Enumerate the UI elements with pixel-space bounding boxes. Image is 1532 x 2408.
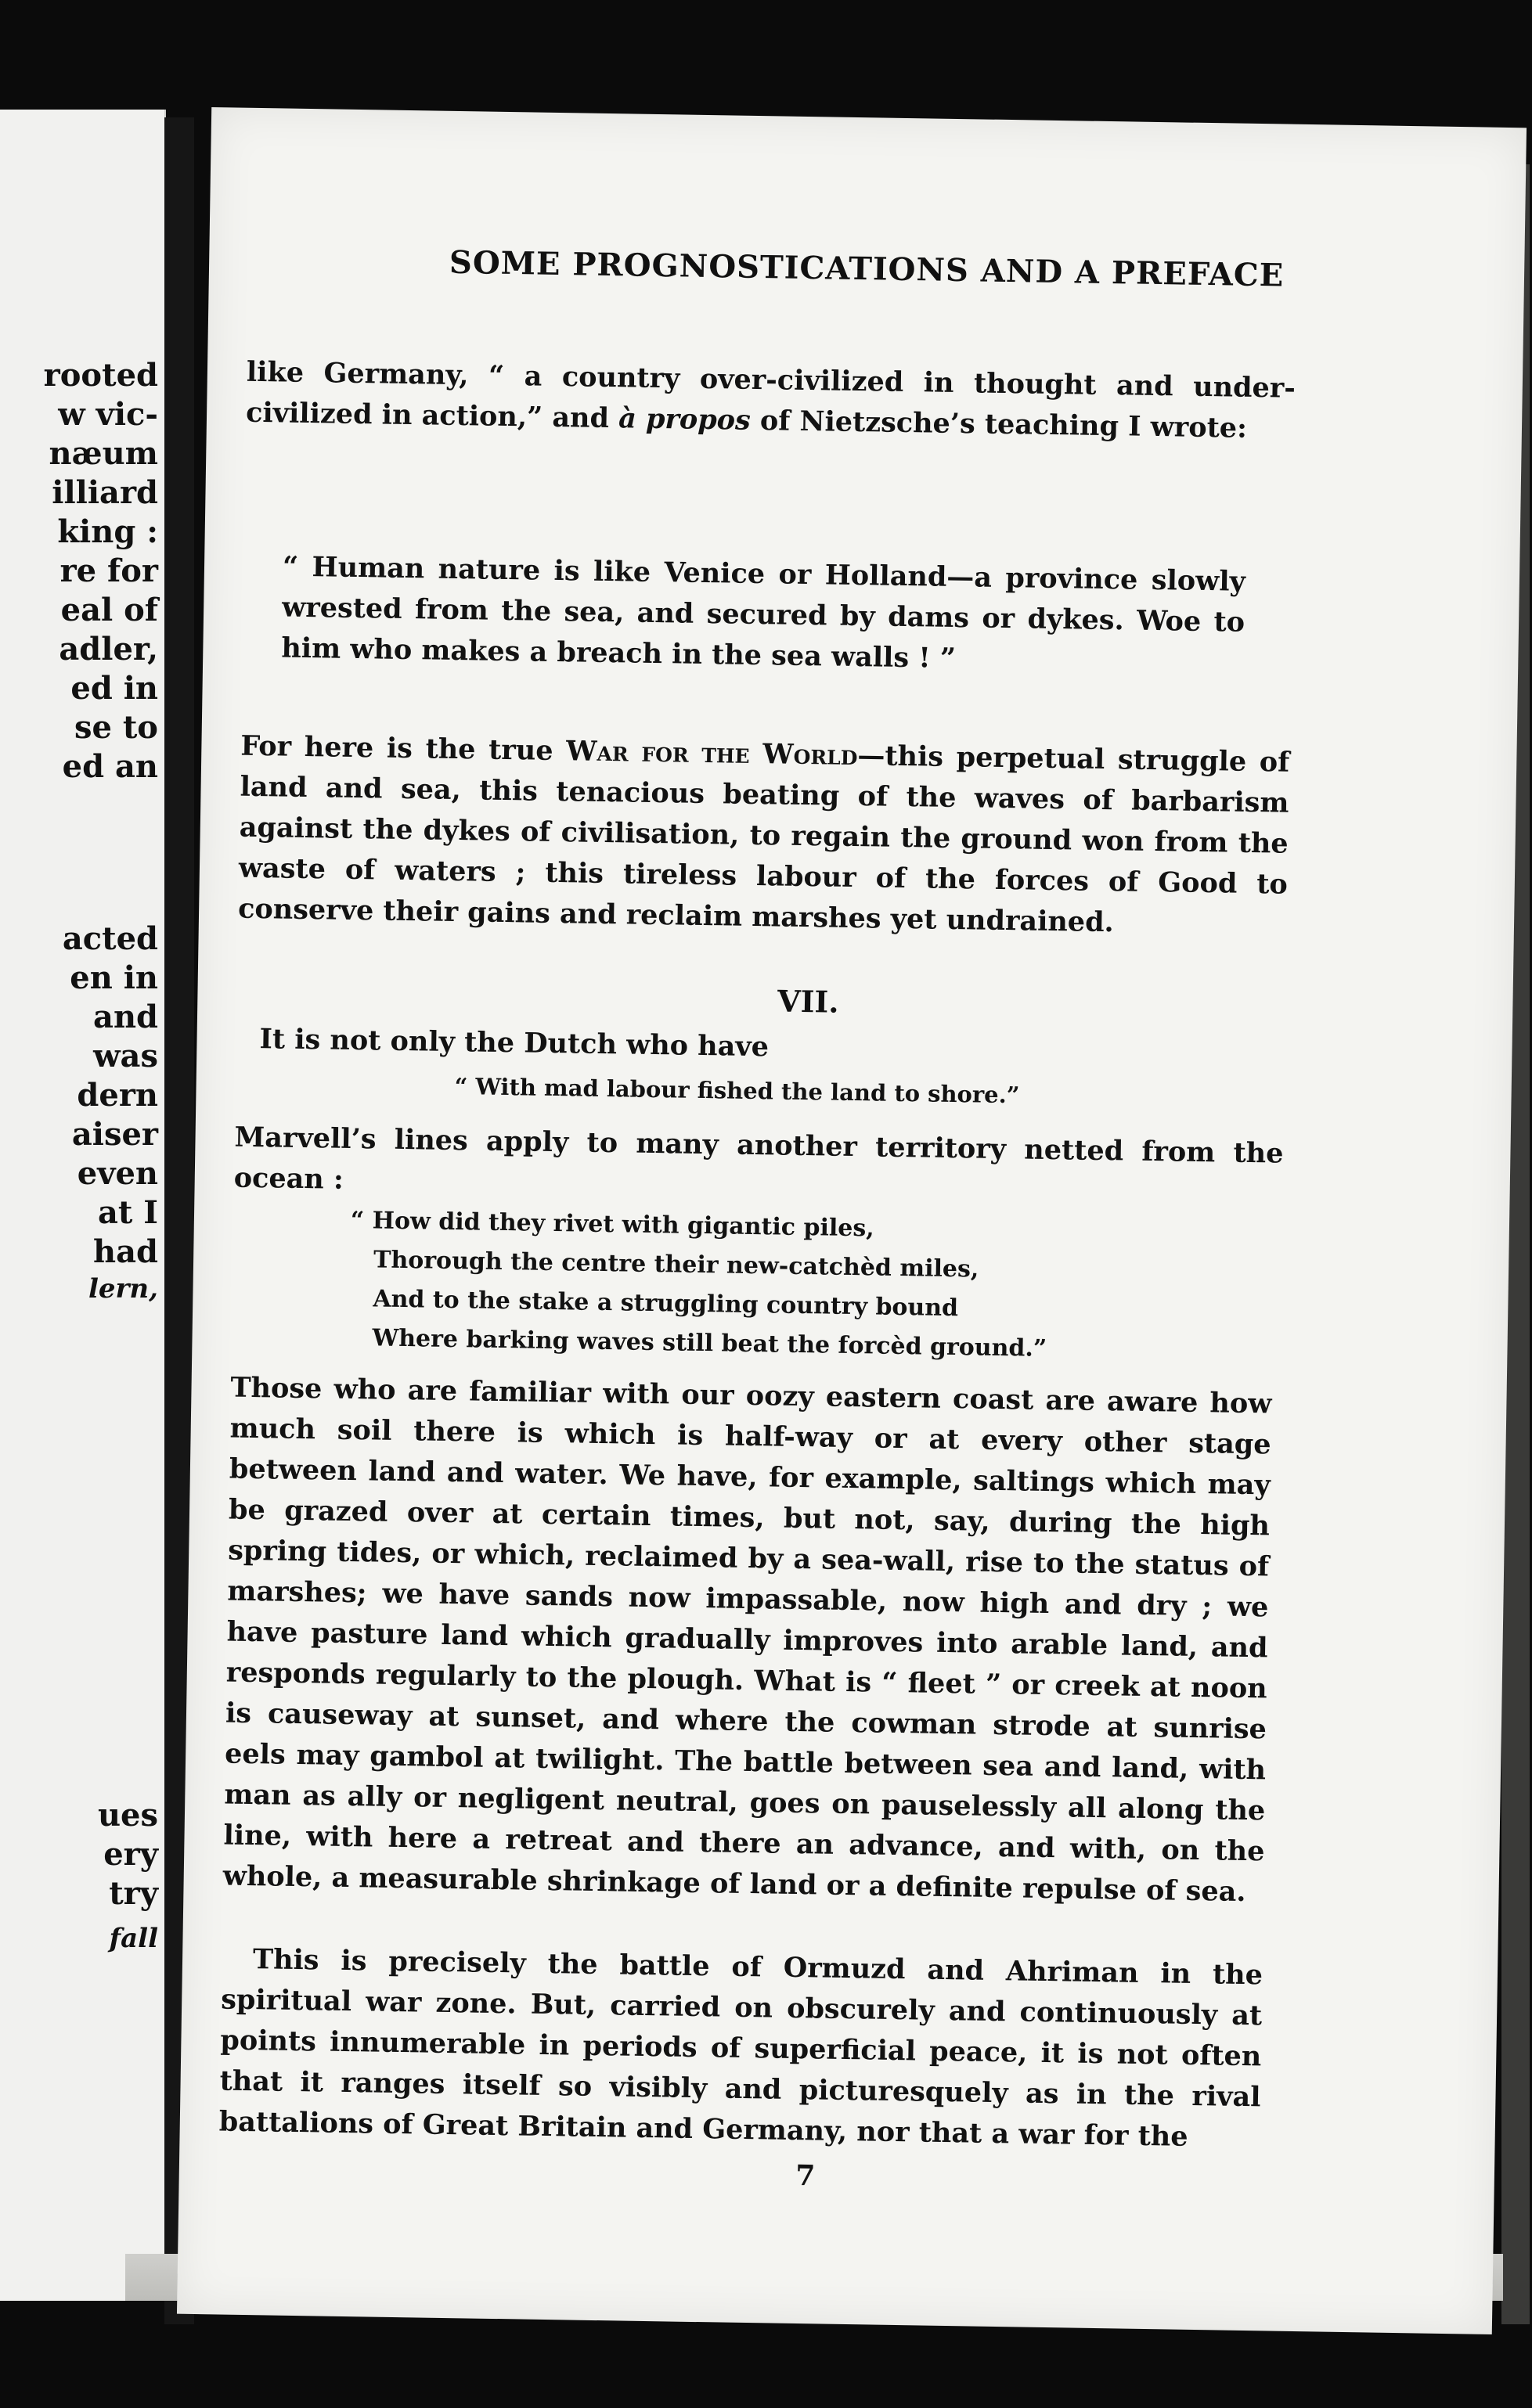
para2-smallcaps: War for the World: [565, 735, 858, 772]
paragraph-1: [246, 352, 1296, 450]
left-facing-page: [0, 110, 166, 2301]
left-page-line: w vic-: [58, 396, 158, 433]
left-page-line: adler,: [59, 631, 158, 668]
left-page-line: ery: [103, 1836, 158, 1873]
paragraph-5: This is precisely the battle of Ormuzd and Ahriman in the spiritual war zone. But, carried on obscurely and continuously at points innumerable in periods of superficial peace, it is not often that it ranges itself so visibly and picturesquely as in the rival battalions of Great Britain and Germany, nor that a war for the: [218, 1943, 1263, 2153]
left-page-line: was: [93, 1038, 158, 1074]
para1-italic: à propos: [618, 402, 752, 437]
left-page-line: lern,: [88, 1273, 158, 1305]
left-page-line: en in: [70, 959, 158, 996]
section-opening-line: It is not only the Dutch who have: [259, 1023, 770, 1064]
marvell-quote: “ With mad labour fished the land to shore.”: [454, 1073, 1020, 1109]
paragraph-4: Those who are familiar with our oozy eastern coast are aware how much soil there is which is half-way or at every other stage between land and water. We have, for example, saltings which may be grazed over at certain times, but not, say, during the high spring tides, or which, reclaimed by a sea-wall, rise to the status of marshes; we have sands now impassable, now high and dry ; we have pasture land which gradually improves into arable land, and responds regularly to the plough. What is “ fleet ” or creek at noon is causeway at sunset, and where the cowman strode at sunrise eels may gambol at twilight. The battle between sea and land, with man as ally or negligent neutral, goes on pauselessly all along the line, with here a retreat and there an advance, and with, on the whole, a measurable shrinkage of land or a definite repulse of sea.: [222, 1371, 1272, 1909]
left-page-line: se to: [74, 709, 158, 746]
poem-line: “ How did they rivet with gigantic piles,: [350, 1206, 874, 1243]
left-page-line: ed in: [70, 670, 158, 707]
left-page-line: ues: [97, 1797, 158, 1834]
left-page-line: rooted: [43, 357, 158, 394]
left-page-line: king :: [57, 513, 158, 550]
paragraph-3: Marvell’s lines apply to many another territory netted from the ocean :: [233, 1121, 1284, 1196]
left-page-line: fall: [109, 1923, 158, 1954]
book-page: [177, 107, 1527, 2334]
left-page-line: even: [77, 1155, 158, 1192]
left-page-line: næum: [49, 435, 158, 472]
paragraph-2: [238, 726, 1290, 946]
section-number: VII.: [777, 983, 839, 1020]
block-quote: “ Human nature is like Venice or Holland—a province slowly wrested from the sea, and secured by dams or dykes. Woe to him who makes a breach in the sea walls ! ”: [281, 550, 1246, 675]
left-page-line: and: [93, 999, 158, 1035]
poem-quote: [348, 1201, 1049, 1369]
left-page-line: at I: [97, 1194, 158, 1231]
para1-text: like Germany, “ a country over-civilized in thought and under-civilized in action,” and: [245, 355, 1296, 435]
poem-line: And to the stake a struggling country bound: [373, 1285, 959, 1323]
para2-tail: —this perpetual struggle of land and sea, this tenacious beating of the waves of barbarism against the dykes of civilisation, to regain the ground won from the waste of waters ; this tireless labour of the forces of Good to conserve their gains and reclaim marshes yet undrained.: [237, 740, 1290, 939]
left-page-line: illiard: [52, 474, 158, 511]
left-page-line: try: [109, 1875, 158, 1912]
left-page-line: re for: [59, 553, 158, 589]
poem-line: Where barking waves still beat the forcèd ground.”: [372, 1324, 1047, 1362]
left-page-line: eal of: [60, 592, 158, 628]
page-number: 7: [795, 2159, 816, 2193]
left-page-line: had: [93, 1233, 158, 1270]
left-page-line: aiser: [71, 1116, 158, 1153]
para2-text: For here is the true: [240, 729, 567, 768]
poem-line: Thorough the centre their new-catchèd miles,: [373, 1246, 979, 1283]
left-page-line: ed an: [62, 748, 158, 785]
para1-tail: of Nietzsche’s teaching I wrote:: [750, 404, 1248, 445]
left-page-line: dern: [77, 1077, 158, 1114]
left-page-line: acted: [62, 920, 158, 957]
running-header: SOME PROGNOSTICATIONS AND A PREFACE: [449, 243, 1285, 294]
